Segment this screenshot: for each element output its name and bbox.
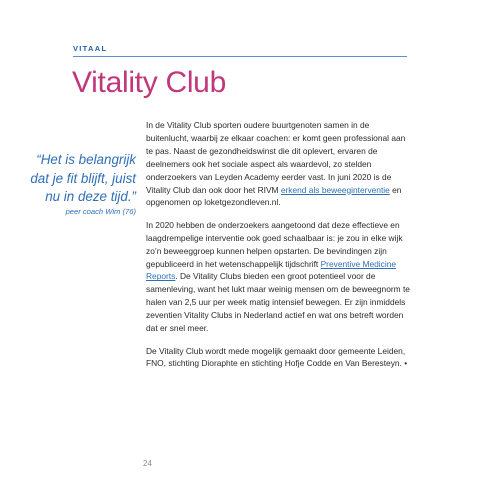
section-label: VITAAL bbox=[73, 44, 108, 53]
quote-line: “Het is belangrijk bbox=[36, 152, 136, 167]
quote-attribution: peer coach Wim (76) bbox=[65, 206, 136, 216]
paragraph-text: In 2020 hebben de onderzoekers aangetoond dat deze effectieve en laagdrempelige interventie ook goed schaalbaar is: je zou in elke wijk zo’n beweeggroep kunnen helpen opstarten. De bevindingen zijn gepubliceerd in het wetenschappelijk tijdschrift bbox=[146, 219, 403, 269]
quote-line: nu in deze tijd.” bbox=[45, 189, 136, 204]
journal-link[interactable]: Preventive Medicine Reports bbox=[146, 258, 397, 282]
header-rule bbox=[73, 56, 407, 57]
page-number: 24 bbox=[143, 459, 152, 468]
paragraph-text: In de Vitality Club sporten oudere buurtgenoten samen in de buitenlucht, waarbij ze elkaar coachen: er komt geen professional aan te pas. Naast de gezondheidswinst die dit oplevert, ervaren de deelnemers ook het sociale aspect als waardevol, zo stelden onderzoekers van Leyden Academy eerder vast. In juni 2020 is de Vitality Club dan ook door het RIVM bbox=[146, 120, 406, 195]
page-title: Vitality Club bbox=[72, 66, 226, 99]
quote-line: dat je fit blijft, juist bbox=[30, 170, 136, 186]
pull-quote bbox=[6, 151, 136, 217]
paragraph-text: en opgenomen op loketgezondleven.nl. bbox=[146, 184, 402, 208]
beweeginterventie-link[interactable]: erkend als beweeginterventie bbox=[280, 184, 390, 195]
paragraph-text: . De Vitality Clubs bieden een groot potentieel voor de samenleving, want het lukt maar weinig mensen om de beweegnorm te halen van 2,5 uur per week matig intensief bewegen. Er zijn inmiddels zeventien Vitality Clubs in Nederland actief en wat ons betreft worden dat er snel meer. bbox=[146, 271, 410, 334]
paragraph-text: De Vitality Club wordt mede mogelijk gemaakt door gemeente Leiden, FNO, stichting Dioraphte en stichting Hofje Codde en Van Beresteyn. • bbox=[146, 345, 408, 369]
paragraph bbox=[146, 119, 412, 209]
paragraph bbox=[146, 345, 412, 371]
paragraph bbox=[146, 219, 412, 335]
article-body bbox=[146, 119, 412, 380]
